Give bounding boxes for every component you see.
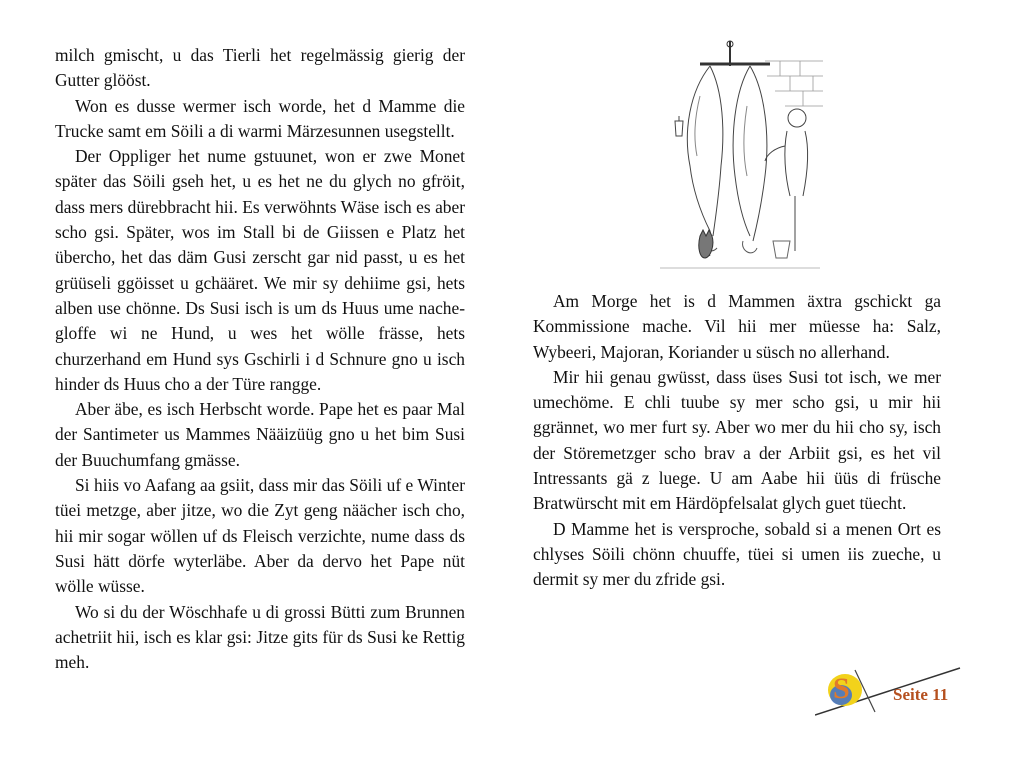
paragraph: D Mamme het is versproche, sobald si a menen Ort es chlyses Söili chönn chuuffe, tüei si umen iis zueche, u dermit sy mer du zfride gsi. <box>533 518 941 590</box>
paragraph: milch gmischt, u das Tierli het regelmässig gierig der Gutter glööst. <box>55 45 465 91</box>
slaughter-illustration <box>655 36 825 276</box>
right-text-column <box>533 289 941 593</box>
left-text-column <box>55 43 465 675</box>
paragraph: Wo si du der Wöschhafe u di grossi Bütti zum Brunnen achetriit hii, isch es klar gsi: Jitze gits für ds Susi ke Rettig meh. <box>55 601 465 673</box>
paragraph: Am Morge het is d Mammen äxtra gschickt ga Kommissione mache. Vil hii mer müesse ha: Salz, Wybeeri, Majoran, Koriander u süsch no allerhand. <box>533 291 941 362</box>
paragraph: Aber äbe, es isch Herbscht worde. Pape het es paar Mal der Santimeter us Mammes Nääizüüg gno u het bim Susi der Buuchumfang gmässe. <box>55 399 465 470</box>
paragraph: Si hiis vo Aafang aa gsiit, dass mir das Söili uf e Winter tüei metzge, aber jitze, wo die Zyt geng näächer isch cho, hii mir sogar wöllen uf ds Fleisch verzichte, nume dass ds Susi hätt dörfe wyterläbe. Aber da dervo het Pape nüt wölle wüsse. <box>55 475 465 597</box>
paragraph: Der Oppliger het nume gstuunet, won er zwe Monet später das Söili gseh het, u es het ne du glych no gfröit, dass mers dürebbracht hii. Es verwöhnts Wäse isch es aber scho gsi. Später, wos im Stall bi de Giissen e Platz het übercho, het das däm Gusi zerscht gar nid passt, u es het grüüseli ggöisset u gchääret. We mir sy dehiime gsi, hets alben use chönne. Ds Susi isch is um ds Huus ume nachegloffe wi ne Hund, u wes het wölle frässe, hets churzerhand em Hund sys Gschirli i d Schnure gno u isch hinder ds Huus cho a der Türe rangge. <box>55 146 465 394</box>
svg-text:S: S <box>833 672 850 705</box>
paragraph: Mir hii genau gwüsst, dass üses Susi tot isch, we mer umechöme. E chli tuube sy mer scho gsi, u mir hii ggrännet, wo mer furt sy. Aber wo mer du hii cho sy, isch der Störemetzger scho brav a der Arbiit gsi, es het vil Intressants gä z luege. U am Aabe hii üüs di früsche Bratwürscht mit em Härdöpfelsalat glych guet tüecht. <box>533 366 941 514</box>
paragraph: Won es dusse wermer isch worde, het d Mamme die Trucke samt em Söili a di warmi Märzesunnen usegstellt. <box>55 95 465 141</box>
page-number: Seite 11 <box>893 685 949 704</box>
